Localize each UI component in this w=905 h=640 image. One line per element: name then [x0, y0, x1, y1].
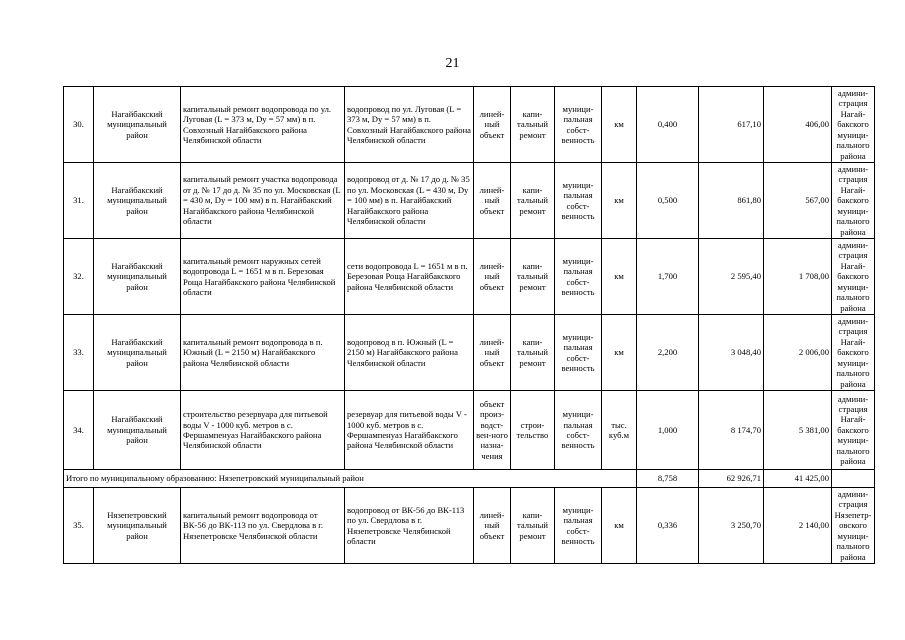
row-number: 31.: [64, 163, 94, 239]
cost-cell: 861,80: [699, 163, 764, 239]
capacity-cell: 2,200: [637, 315, 699, 391]
cost-cell: 617,10: [699, 87, 764, 163]
unit-cell: тыс. куб.м: [602, 391, 637, 470]
table-row: [64, 391, 875, 470]
customer-cell: админи-страция Нагай-бакского муници-пального района: [832, 391, 875, 470]
table-row: [64, 239, 875, 315]
total-label: Итого по муниципальному образованию: Нязепетровский муниципальный район: [64, 470, 637, 488]
table-row: [64, 87, 875, 163]
table-row: [64, 163, 875, 239]
customer-cell: админи-страция Нагай-бакского муници-пального района: [832, 87, 875, 163]
total-capacity: 8,758: [637, 470, 699, 488]
work-description-cell: капитальный ремонт водопровода в п. Южный (L = 2150 м) Нагайбакского района Челябинской области: [181, 315, 345, 391]
ownership-cell: муници-пальная собст-венность: [555, 315, 602, 391]
district-cell: Нязепетровский муниципальный район: [94, 488, 181, 564]
budget-cell: 5 381,00: [764, 391, 832, 470]
row-number: 35.: [64, 488, 94, 564]
object-cell: резервуар для питьевой воды V - 1000 куб. метров в с. Фершампенуаз Нагайбакского района Челябинской области: [345, 391, 474, 470]
work-kind-cell: капи-тальный ремонт: [511, 87, 555, 163]
work-kind-cell: капи-тальный ремонт: [511, 163, 555, 239]
work-kind-cell: капи-тальный ремонт: [511, 239, 555, 315]
object-type-cell: линей-ный объект: [474, 239, 511, 315]
work-kind-cell: строи-тельство: [511, 391, 555, 470]
total-empty-cell: [832, 470, 875, 488]
work-description-cell: капитальный ремонт наружных сетей водопровода L = 1651 м в п. Березовая Роща Нагайбакского района Челябинской области: [181, 239, 345, 315]
district-cell: Нагайбакский муниципальный район: [94, 391, 181, 470]
row-number: 30.: [64, 87, 94, 163]
work-kind-cell: капи-тальный ремонт: [511, 315, 555, 391]
ownership-cell: муници-пальная собст-венность: [555, 163, 602, 239]
cost-cell: 8 174,70: [699, 391, 764, 470]
work-description-cell: капитальный ремонт участка водопровода от д. № 17 до д. № 35 по ул. Московская (L = 430 м, Dy = 100 мм) в п. Нагайбакский Нагайбакского района Челябинской области: [181, 163, 345, 239]
budget-cell: 406,00: [764, 87, 832, 163]
budget-cell: 567,00: [764, 163, 832, 239]
object-type-cell: линей-ный объект: [474, 163, 511, 239]
customer-cell: админи-страция Нагай-бакского муници-пального района: [832, 315, 875, 391]
unit-cell: км: [602, 315, 637, 391]
row-number: 32.: [64, 239, 94, 315]
total-row: [64, 470, 875, 488]
ownership-cell: муници-пальная собст-венность: [555, 391, 602, 470]
capacity-cell: 1,700: [637, 239, 699, 315]
object-cell: сети водопровода L = 1651 м в п. Березовая Роща Нагайбакского района Челябинской области: [345, 239, 474, 315]
page-number: 21: [445, 56, 460, 71]
customer-cell: админи-страция Нагай-бакского муници-пального района: [832, 239, 875, 315]
total-budget: 41 425,00: [764, 470, 832, 488]
ownership-cell: муници-пальная собст-венность: [555, 87, 602, 163]
capacity-cell: 0,400: [637, 87, 699, 163]
work-description-cell: капитальный ремонт водопровода по ул. Луговая (L = 373 м, Dy = 57 мм) в п. Совхозный Нагайбакского района Челябинской области: [181, 87, 345, 163]
capacity-cell: 1,000: [637, 391, 699, 470]
object-type-cell: объект произ-водст-вен-ного назна-чения: [474, 391, 511, 470]
district-cell: Нагайбакский муниципальный район: [94, 87, 181, 163]
cost-cell: 3 048,40: [699, 315, 764, 391]
capacity-cell: 0,336: [637, 488, 699, 564]
ownership-cell: муници-пальная собст-венность: [555, 488, 602, 564]
customer-cell: админи-страция Нагай-бакского муници-пального района: [832, 163, 875, 239]
total-cost: 62 926,71: [699, 470, 764, 488]
row-number: 33.: [64, 315, 94, 391]
work-kind-cell: капи-тальный ремонт: [511, 488, 555, 564]
object-cell: водопровод в п. Южный (L = 2150 м) Нагайбакского района Челябинской области: [345, 315, 474, 391]
object-cell: водопровод от ВК-56 до ВК-113 по ул. Свердлова в г. Нязепетровске Челябинской области: [345, 488, 474, 564]
customer-cell: админи-страция Нязепетр-овского муници-пального района: [832, 488, 875, 564]
capacity-cell: 0,500: [637, 163, 699, 239]
unit-cell: км: [602, 488, 637, 564]
district-cell: Нагайбакский муниципальный район: [94, 315, 181, 391]
object-cell: водопровод от д. № 17 до д. № 35 по ул. Московская (L = 430 м, Dy = 100 мм) в п. Нагайбакский Нагайбакского района Челябинской области: [345, 163, 474, 239]
district-cell: Нагайбакский муниципальный район: [94, 163, 181, 239]
object-type-cell: линей-ный объект: [474, 315, 511, 391]
work-description-cell: строительство резервуара для питьевой воды V - 1000 куб. метров в с. Фершампенуаз Нагайбакского района Челябинской области: [181, 391, 345, 470]
unit-cell: км: [602, 239, 637, 315]
cost-cell: 2 595,40: [699, 239, 764, 315]
row-number: 34.: [64, 391, 94, 470]
budget-cell: 1 708,00: [764, 239, 832, 315]
investment-table: [63, 86, 875, 564]
budget-cell: 2 140,00: [764, 488, 832, 564]
work-description-cell: капитальный ремонт водопровода от ВК-56 до ВК-113 по ул. Свердлова в г. Нязепетровске Челябинской области: [181, 488, 345, 564]
table-row: [64, 488, 875, 564]
table-row: [64, 315, 875, 391]
object-type-cell: линей-ный объект: [474, 488, 511, 564]
budget-cell: 2 006,00: [764, 315, 832, 391]
unit-cell: км: [602, 87, 637, 163]
object-cell: водопровод по ул. Луговая (L = 373 м, Dy = 57 мм) в п. Совхозный Нагайбакского района Челябинской области: [345, 87, 474, 163]
district-cell: Нагайбакский муниципальный район: [94, 239, 181, 315]
unit-cell: км: [602, 163, 637, 239]
cost-cell: 3 250,70: [699, 488, 764, 564]
ownership-cell: муници-пальная собст-венность: [555, 239, 602, 315]
object-type-cell: линей-ный объект: [474, 87, 511, 163]
